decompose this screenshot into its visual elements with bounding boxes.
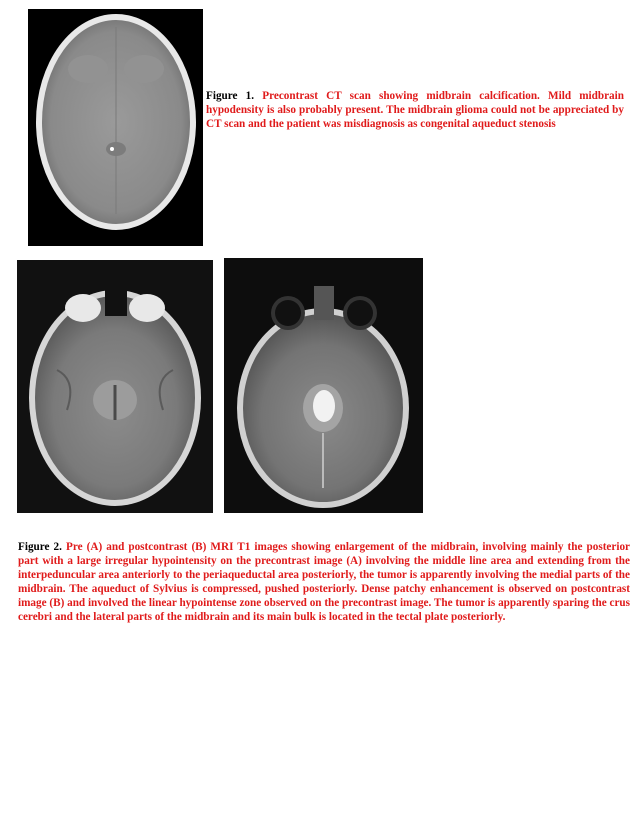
figure2a-mri-precontrast-image	[17, 260, 213, 513]
figure2-caption-text: Pre (A) and postcontrast (B) MRI T1 images showing enlargement of the midbrain, involving mainly the posterior part with a large irregular hypointensity on the precontrast image (A) involving the middle line area and extending from the interpeduncular area anteriorly to the periaqueductal area posteriorly, the tumor is apparently involving the medial parts of the midbrain. The aqueduct of Sylvius is compressed, pushed posteriorly. Dense patchy enhancement is observed on postcontrast image (B) and involved the linear hypointense zone observed on the precontrast image. The tumor is apparently sparing the crus cerebri and the lateral parts of the midbrain and its main bulk is located in the tectal plate posteriorly.	[18, 541, 631, 623]
figure2b-mri-postcontrast-image	[224, 258, 423, 513]
figure1-caption-text: Precontrast CT scan showing midbrain calcification. Mild midbrain hypodensity is also probably present. The midbrain glioma could not be appreciated by CT scan and the patient was misdiagnosis as congenital aqueduct stenosis	[206, 90, 624, 130]
figure1-ct-scan-image	[28, 9, 203, 246]
figure2-caption	[18, 540, 630, 624]
figure2-label: Figure 2.	[18, 541, 62, 553]
figure1-label: Figure 1.	[206, 90, 255, 102]
figure1-caption	[206, 89, 624, 131]
